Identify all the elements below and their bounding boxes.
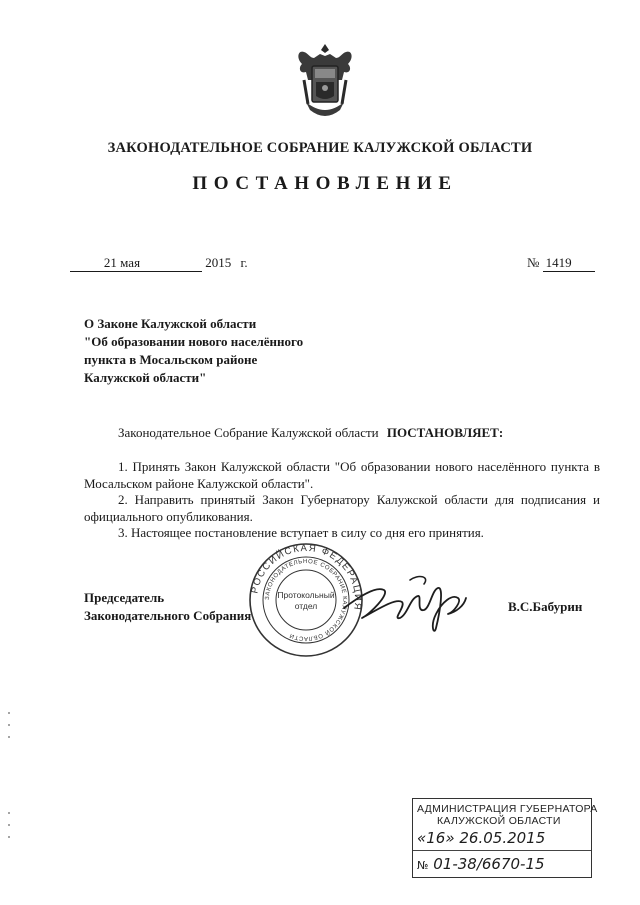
subject-line: пункта в Мосальском районе: [84, 352, 258, 367]
seal-center-line: отдел: [294, 601, 318, 611]
svg-text:ЗАКОНОДАТЕЛЬНОЕ СОБРАНИЕ КАЛУЖ: ЗАКОНОДАТЕЛЬНОЕ СОБРАНИЕ КАЛУЖСКОЙ ОБЛАСТИ: [264, 558, 348, 642]
document-subject: [84, 315, 303, 387]
scan-speck: [8, 736, 10, 738]
document-number: [527, 255, 595, 272]
registration-number: 01-38/6670-15: [433, 855, 545, 873]
resolution-paragraph-1: 1. Принять Закон Калужской области "Об образовании нового населённого пункта в Мосальском районе Калужской области".: [84, 459, 600, 491]
registration-stamp-subtitle: КАЛУЖСКОЙ ОБЛАСТИ: [437, 815, 561, 827]
registration-date: «16» 26.05.2015: [417, 829, 546, 847]
preamble-text: Законодательное Собрание Калужской области: [118, 425, 379, 440]
signatory-title-line: Председатель: [84, 590, 165, 605]
registration-stamp-divider: [413, 850, 591, 851]
date-year: 2015: [205, 255, 232, 270]
seal-center-line: Протокольный: [277, 590, 335, 600]
subject-line: Калужской области": [84, 370, 207, 385]
date-day-month: 21 мая: [70, 255, 174, 272]
handwritten-signature: [340, 568, 470, 640]
scan-speck: [8, 724, 10, 726]
organization-title: ЗАКОНОДАТЕЛЬНОЕ СОБРАНИЕ КАЛУЖСКОЙ ОБЛАСТИ: [107, 140, 533, 156]
resolution-paragraph-3: 3. Настоящее постановление вступает в силу со дня его принятия.: [118, 525, 484, 540]
date-suffix: г.: [240, 255, 248, 270]
number-prefix: №: [527, 255, 540, 270]
registration-number-line: [417, 855, 587, 873]
date-underline-gap: [174, 255, 202, 272]
registration-stamp-title: АДМИНИСТРАЦИЯ ГУБЕРНАТОРА: [417, 803, 598, 815]
subject-line: "Об образовании нового населённого: [84, 334, 304, 349]
preamble-resolves: ПОСТАНОВЛЯЕТ:: [386, 425, 504, 440]
scan-speck: [8, 712, 10, 714]
registration-number-prefix: №: [417, 859, 429, 872]
document-type-heading: ПОСТАНОВЛЕНИЕ: [192, 173, 458, 194]
signatory-name: В.С.Бабурин: [508, 599, 583, 614]
number-value: 1419: [543, 255, 595, 272]
subject-line: О Законе Калужской области: [84, 316, 257, 331]
registration-stamp: [412, 798, 598, 878]
document-date: [70, 255, 248, 272]
signatory-title-line: Законодательного Собрания: [84, 608, 252, 623]
svg-text:РОССИЙСКАЯ ФЕДЕРАЦИЯ: РОССИЙСКАЯ ФЕДЕРАЦИЯ: [249, 542, 364, 612]
preamble: [118, 425, 503, 441]
signature-scribble-icon: [340, 568, 470, 640]
scan-speck: [8, 824, 10, 826]
scan-speck: [8, 836, 10, 838]
scan-speck: [8, 812, 10, 814]
resolution-paragraph-2: 2. Направить принятый Закон Губернатору Калужской области для подписания и официального опубликования.: [84, 492, 600, 524]
coat-of-arms-emblem: [294, 42, 356, 122]
signatory-title: [84, 589, 251, 625]
kaluga-oblast-coat-of-arms-icon: [294, 42, 356, 122]
